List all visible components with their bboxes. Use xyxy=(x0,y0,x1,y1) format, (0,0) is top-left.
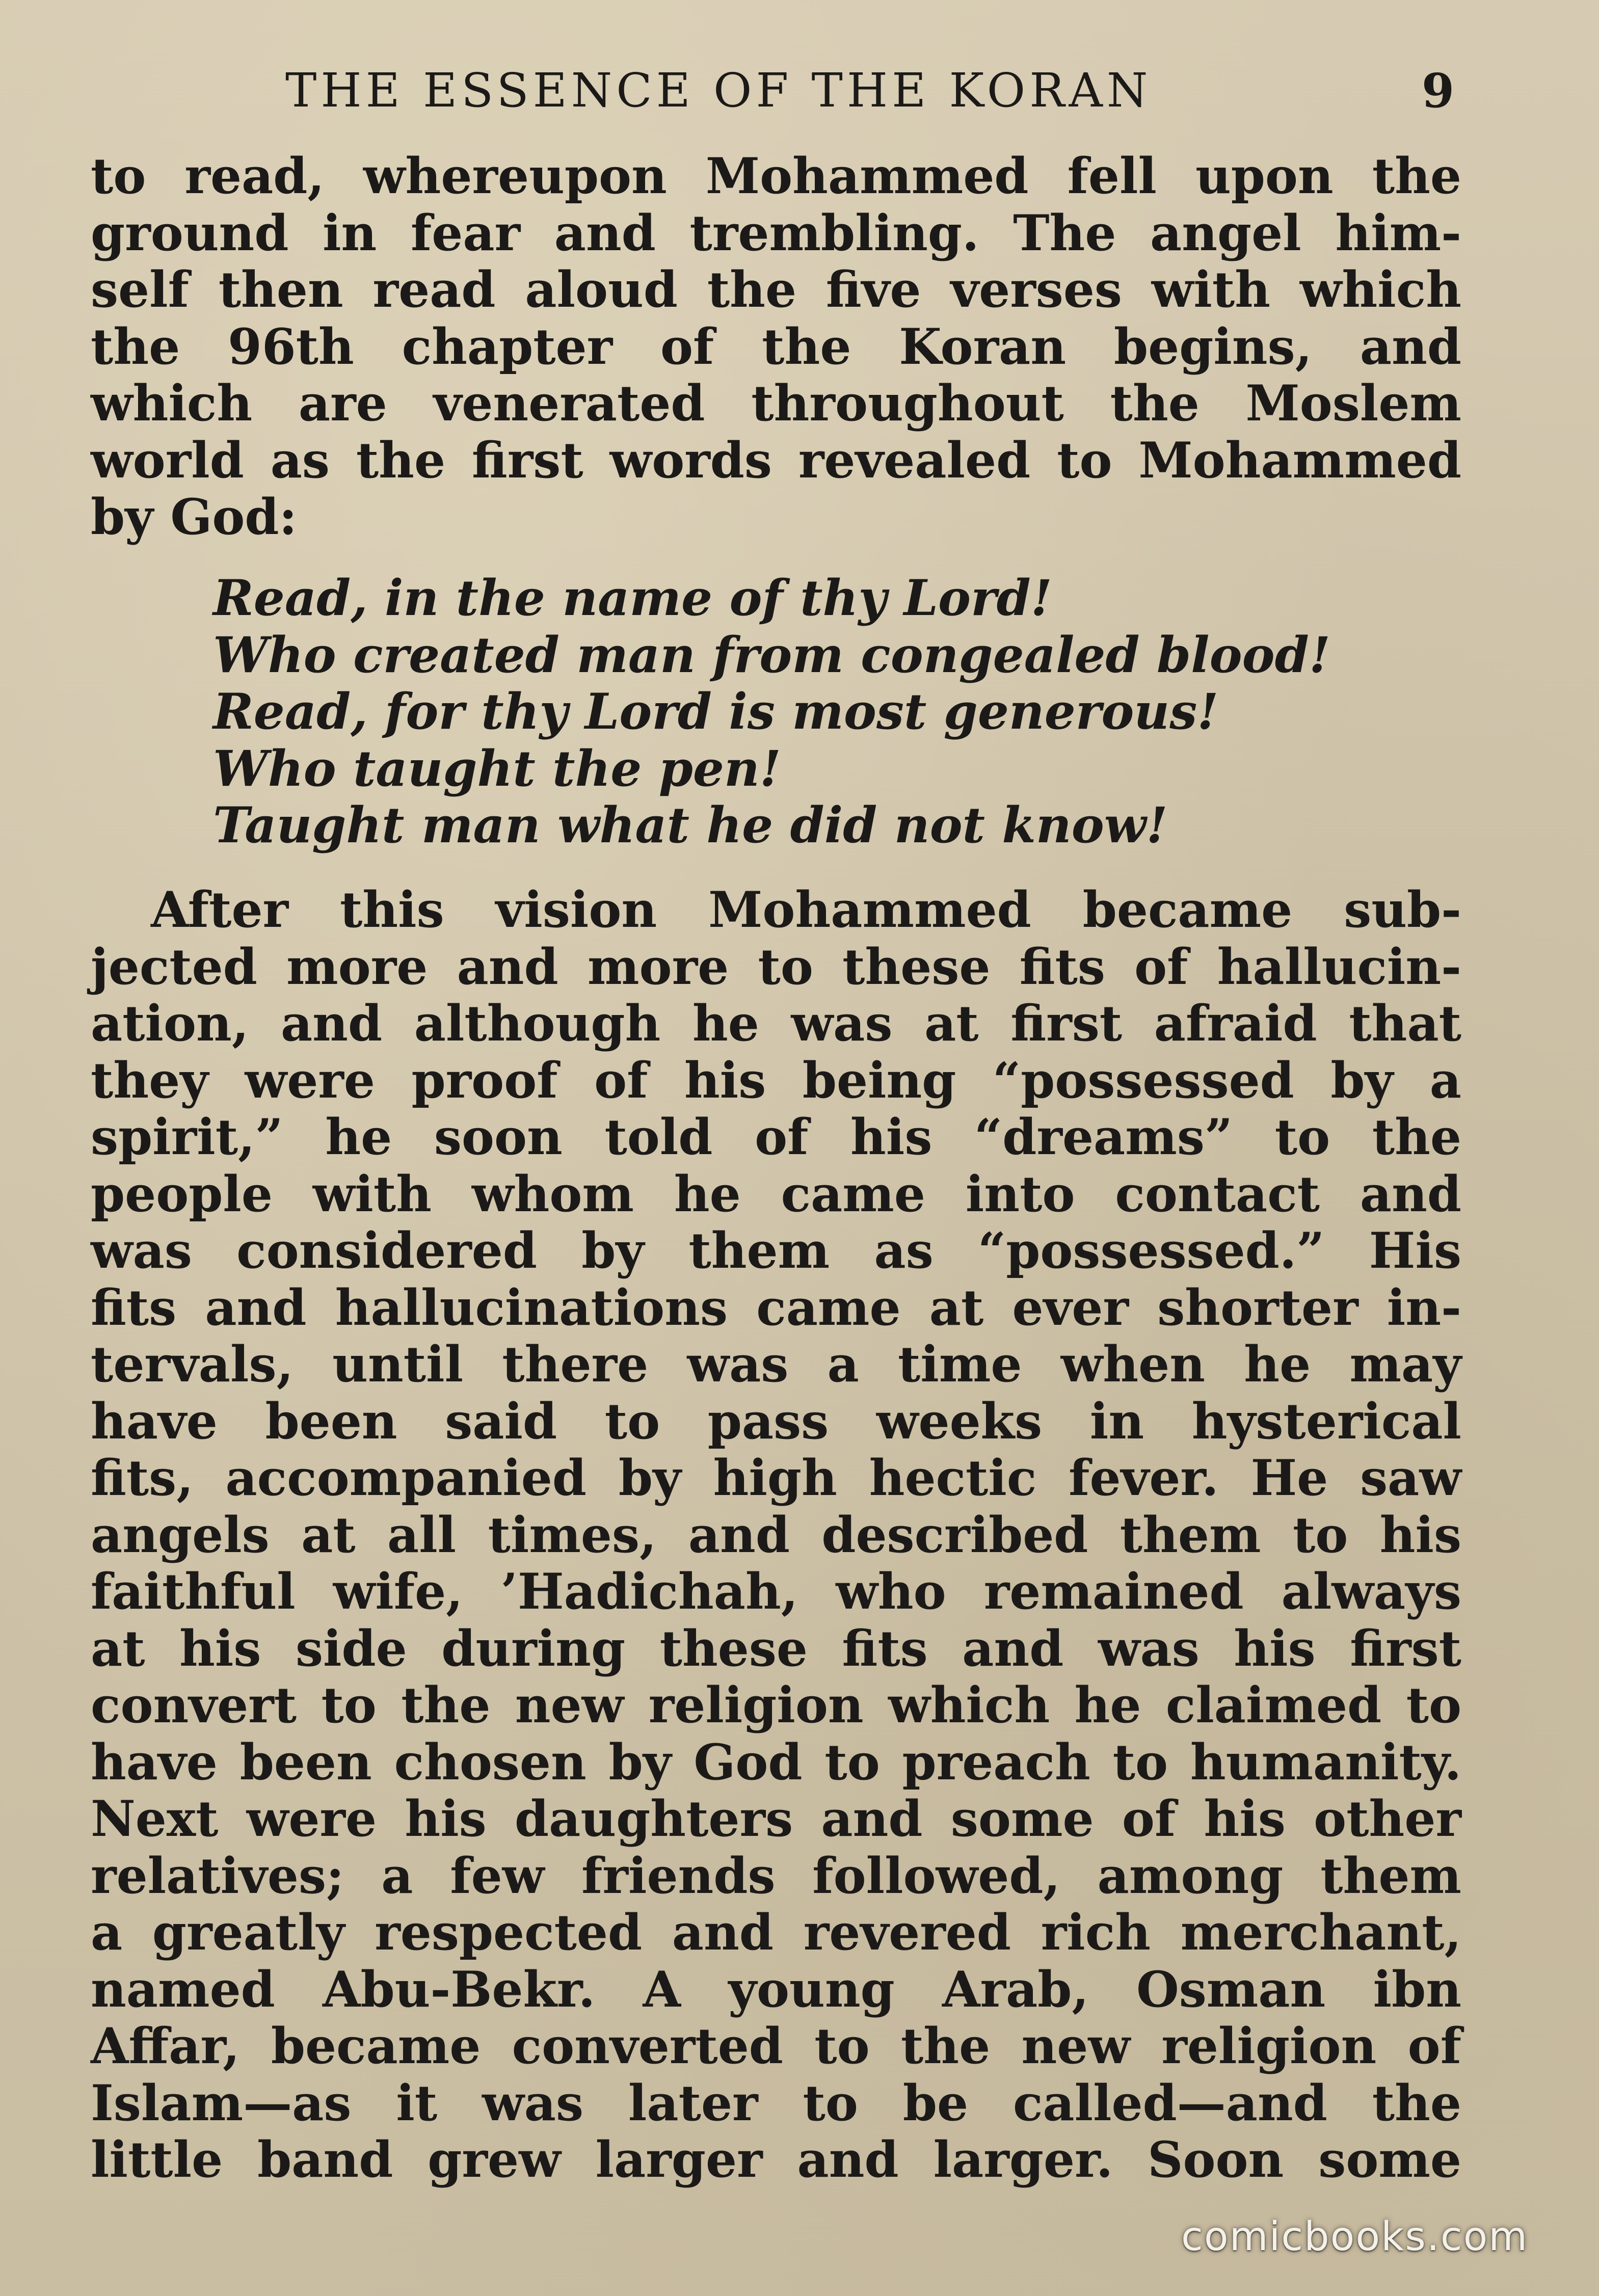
text-line: have been chosen by God to preach to humanity. xyxy=(91,1733,1461,1791)
text-line: people with whom he came into contact and xyxy=(91,1165,1461,1223)
text-line: the 96th chapter of the Koran begins, and xyxy=(91,317,1461,376)
verse-line: Who taught the pen! xyxy=(213,739,781,797)
page-number: 9 xyxy=(1422,63,1455,118)
text-line: which are venerated throughout the Moslem xyxy=(91,375,1461,432)
text-line: named Abu-Bekr. A young Arab, Osman ibn xyxy=(91,1960,1461,2018)
text-line: ation, and although he was at first afraid that xyxy=(91,995,1461,1052)
text-line: angels at all times, and described them to his xyxy=(91,1506,1461,1564)
text-line: ground in fear and trembling. The angel him- xyxy=(91,204,1461,262)
verse-line: Read, for thy Lord is most generous! xyxy=(213,683,1219,740)
paragraph-continued xyxy=(91,148,1461,546)
text-line: Islam—as it was later to be called—and the xyxy=(91,2074,1461,2132)
text-line: was considered by them as “possessed.” His xyxy=(91,1222,1461,1279)
text-line: tervals, until there was a time when he may xyxy=(91,1336,1461,1393)
text-line: jected more and more to these fits of hallucin- xyxy=(91,938,1461,996)
text-line: have been said to pass weeks in hysterical xyxy=(91,1392,1461,1450)
text-line: faithful wife, ’Hadichah, who remained always xyxy=(91,1563,1461,1620)
verse-line: Who created man from congealed blood! xyxy=(213,626,1330,684)
verse-line: Read, in the name of thy Lord! xyxy=(213,569,1052,627)
text-line: Next were his daughters and some of his other xyxy=(91,1790,1461,1848)
text-line: relatives; a few friends followed, among them xyxy=(91,1847,1461,1905)
text-line: a greatly respected and revered rich merchant, xyxy=(91,1904,1461,1961)
text-line: self then read aloud the five verses with which xyxy=(91,261,1461,318)
text-line: they were proof of his being “possessed by a xyxy=(91,1051,1461,1109)
text-line: spirit,” he soon told of his “dreams” to the xyxy=(91,1108,1461,1166)
text-line: convert to the new religion which he claimed to xyxy=(91,1676,1461,1734)
text-line: fits and hallucinations came at ever shorter in- xyxy=(91,1278,1461,1337)
page-header xyxy=(285,60,1457,121)
verse-line: Taught man what he did not know! xyxy=(213,796,1168,854)
text-line: by God: xyxy=(91,488,297,546)
paragraph xyxy=(91,882,1461,2188)
text-line: After this vision Mohammed became sub- xyxy=(151,881,1461,939)
running-head: THE ESSENCE OF THE KORAN xyxy=(285,63,1152,118)
text-line: Affar, became converted to the new religion of xyxy=(91,2017,1461,2075)
text-line: little band grew larger and larger. Soon some xyxy=(91,2131,1461,2188)
text-line: fits, accompanied by high hectic fever. He saw xyxy=(91,1449,1461,1507)
text-line: world as the first words revealed to Mohammed xyxy=(91,431,1461,489)
text-line: to read, whereupon Mohammed fell upon the xyxy=(91,147,1461,205)
watermark: comicbooks.com xyxy=(1181,2214,1529,2260)
text-line: at his side during these fits and was his first xyxy=(91,1619,1461,1677)
quoted-verse xyxy=(213,570,1461,854)
